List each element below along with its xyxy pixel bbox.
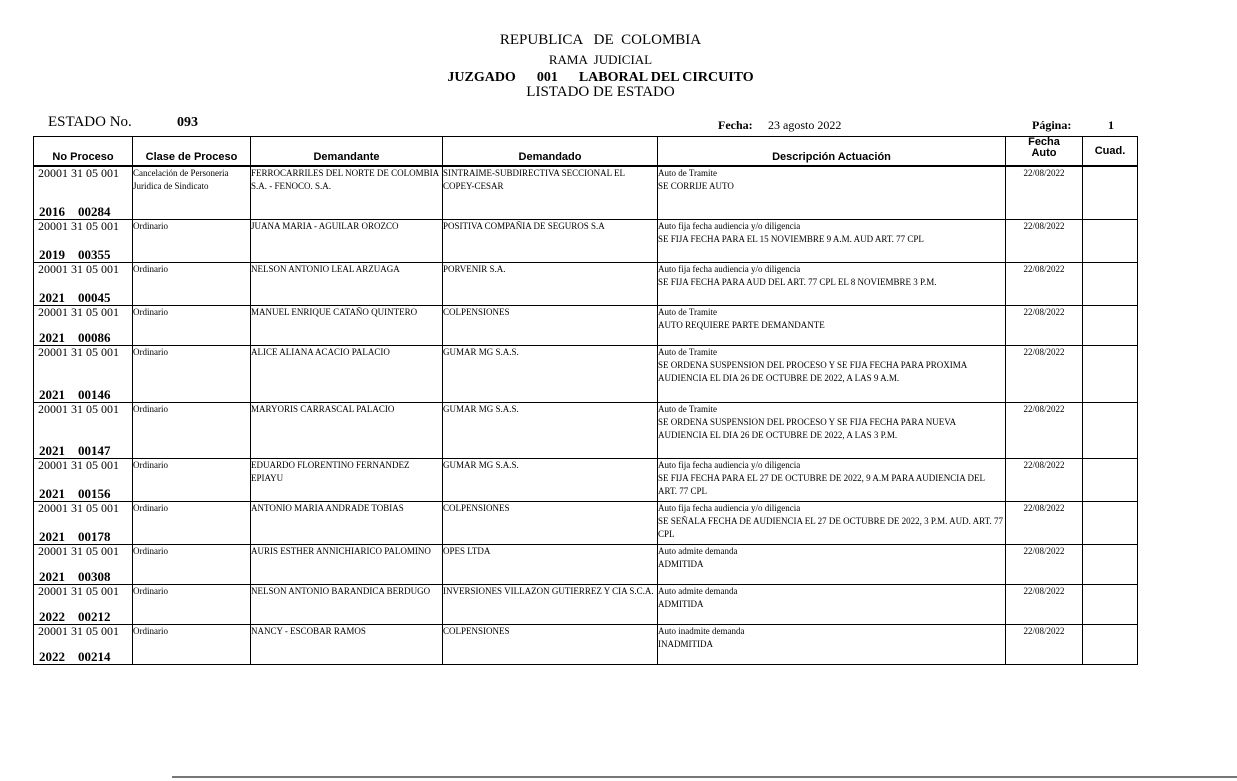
proceso-code: 20001 31 05 001: [38, 218, 119, 233]
proceso-year-number: 2021 00156: [39, 485, 111, 501]
page-bottom-divider: [172, 776, 1237, 778]
table-row: [34, 166, 1138, 219]
cell-descripcion: [658, 166, 1006, 219]
proceso-year-number: 2021 00178: [39, 528, 111, 544]
cell-no-proceso: [34, 305, 133, 345]
cell-demandado: COLPENSIONES: [443, 501, 658, 544]
cell-fecha-auto: 22/08/2022: [1006, 166, 1083, 219]
cell-demandante: JUANA MARIA - AGUILAR OROZCO: [251, 219, 443, 262]
fecha-label: Fecha:: [718, 118, 753, 132]
proceso-code: 20001 31 05 001: [38, 543, 119, 558]
proceso-year-number: 2022 00214: [39, 648, 111, 664]
cell-no-proceso: [34, 345, 133, 402]
cell-clase: Ordinario: [133, 262, 251, 305]
cell-demandante: MARYORIS CARRASCAL PALACIO: [251, 402, 443, 458]
table-row: [34, 624, 1138, 664]
pagina-value: 1: [1108, 118, 1114, 132]
proceso-year-number: 2019 00355: [39, 246, 111, 262]
cell-demandante: NANCY - ESCOBAR RAMOS: [251, 624, 443, 664]
cell-demandante: MANUEL ENRIQUE CATAÑO QUINTERO: [251, 305, 443, 345]
descripcion-title: Auto de Tramite: [658, 306, 718, 317]
cell-demandante: NELSON ANTONIO BARANDICA BERDUGO: [251, 584, 443, 624]
cell-descripcion: [658, 262, 1006, 305]
cell-cuad: [1083, 262, 1138, 305]
descripcion-body: SE CORRIJE AUTO: [658, 181, 734, 191]
descripcion-title: Auto de Tramite: [658, 403, 718, 414]
cell-no-proceso: [34, 544, 133, 584]
proceso-year-number: 2022 00212: [39, 608, 111, 624]
cell-fecha-auto: 22/08/2022: [1006, 402, 1083, 458]
cell-demandante: ANTONIO MARIA ANDRADE TOBIAS: [251, 501, 443, 544]
fecha-value: 23 agosto 2022: [768, 118, 842, 132]
cell-cuad: [1083, 584, 1138, 624]
cell-no-proceso: [34, 458, 133, 501]
cell-cuad: [1083, 219, 1138, 262]
cell-fecha-auto: 22/08/2022: [1006, 624, 1083, 664]
cell-fecha-auto: 22/08/2022: [1006, 305, 1083, 345]
cell-no-proceso: [34, 262, 133, 305]
proceso-code: 20001 31 05 001: [38, 344, 119, 359]
cell-descripcion: [658, 624, 1006, 664]
proceso-code: 20001 31 05 001: [38, 457, 119, 472]
cell-cuad: [1083, 345, 1138, 402]
cell-demandado: COLPENSIONES: [443, 624, 658, 664]
table-row: [34, 402, 1138, 458]
descripcion-body: SE ORDENA SUSPENSION DEL PROCESO Y SE FIJA FECHA PARA NUEVA AUDIENCIA EL DIA 26 DE OCTUBRE DE 2022, A LAS 3 P.M.: [658, 416, 956, 440]
proceso-code: 20001 31 05 001: [38, 500, 119, 515]
table-row: [34, 458, 1138, 501]
cell-demandado: POSITIVA COMPAÑIA DE SEGUROS S.A: [443, 219, 658, 262]
col-header-clase: Clase de Proceso: [133, 137, 251, 167]
cell-cuad: [1083, 501, 1138, 544]
cell-clase: Ordinario: [133, 345, 251, 402]
cell-demandado: PORVENIR S.A.: [443, 262, 658, 305]
table-row: [34, 501, 1138, 544]
cell-no-proceso: [34, 219, 133, 262]
col-header-fecha-auto: Fecha Auto: [1006, 137, 1083, 167]
cell-cuad: [1083, 544, 1138, 584]
header-branch: RAMA JUDICIAL: [548, 52, 653, 67]
cell-fecha-auto: 22/08/2022: [1006, 584, 1083, 624]
cell-descripcion: [658, 402, 1006, 458]
col-header-demandado: Demandado: [443, 137, 658, 167]
cell-descripcion: [658, 458, 1006, 501]
descripcion-body: AUTO REQUIERE PARTE DEMANDANTE: [658, 319, 825, 330]
cell-clase: Cancelación de Personeria Juridica de Sindicato: [133, 166, 251, 219]
table-row: [34, 345, 1138, 402]
table-row: [34, 262, 1138, 305]
cell-clase: Ordinario: [133, 458, 251, 501]
cell-no-proceso: [34, 166, 133, 219]
table-row: [34, 584, 1138, 624]
col-header-cuad: Cuad.: [1083, 137, 1138, 167]
estado-table: [33, 136, 1138, 665]
proceso-code: 20001 31 05 001: [38, 583, 119, 598]
cell-demandado: GUMAR MG S.A.S.: [443, 345, 658, 402]
col-header-no-proceso: No Proceso: [34, 137, 133, 167]
descripcion-title: Auto admite demanda: [658, 585, 738, 596]
descripcion-body: SE ORDENA SUSPENSION DEL PROCESO Y SE FIJA FECHA PARA PROXIMA AUDIENCIA EL DIA 26 DE OCTUBRE DE 2022, A LAS 9 A.M.: [658, 359, 967, 383]
cell-fecha-auto: 22/08/2022: [1006, 544, 1083, 584]
proceso-year-number: 2016 00284: [39, 203, 111, 219]
descripcion-title: Auto de Tramite: [658, 168, 718, 178]
cell-demandado: INVERSIONES VILLAZON GUTIERREZ Y CIA S.C.A.: [443, 584, 658, 624]
descripcion-body: SE FIJA FECHA PARA AUD DEL ART. 77 CPL EL 8 NOVIEMBRE 3 P.M.: [658, 276, 937, 287]
proceso-code: 20001 31 05 001: [38, 623, 119, 638]
cell-demandante: EDUARDO FLORENTINO FERNANDEZ EPIAYU: [251, 458, 443, 501]
cell-cuad: [1083, 624, 1138, 664]
cell-clase: Ordinario: [133, 501, 251, 544]
cell-demandado: GUMAR MG S.A.S.: [443, 402, 658, 458]
cell-fecha-auto: 22/08/2022: [1006, 219, 1083, 262]
cell-demandante: FERROCARRILES DEL NORTE DE COLOMBIA S.A. - FENOCO. S.A.: [251, 166, 443, 219]
header-listing-title: LISTADO DE ESTADO: [526, 84, 675, 100]
cell-clase: Ordinario: [133, 402, 251, 458]
cell-descripcion: [658, 544, 1006, 584]
cell-fecha-auto: 22/08/2022: [1006, 501, 1083, 544]
cell-no-proceso: [34, 584, 133, 624]
cell-clase: Ordinario: [133, 584, 251, 624]
header-court: JUZGADO 001 LABORAL DEL CIRCUITO: [447, 70, 754, 85]
proceso-year-number: 2021 00308: [39, 568, 111, 584]
estado-number: 093: [177, 115, 198, 130]
cell-descripcion: [658, 584, 1006, 624]
cell-demandado: SINTRAIME-SUBDIRECTIVA SECCIONAL EL COPEY-CESAR: [443, 166, 658, 219]
cell-demandante: NELSON ANTONIO LEAL ARZUAGA: [251, 262, 443, 305]
proceso-code: 20001 31 05 001: [38, 304, 119, 319]
descripcion-body: INADMITIDA: [658, 638, 713, 649]
table-row: [34, 305, 1138, 345]
cell-no-proceso: [34, 624, 133, 664]
col-header-descripcion: Descripción Actuación: [658, 137, 1006, 167]
cell-clase: Ordinario: [133, 219, 251, 262]
cell-cuad: [1083, 458, 1138, 501]
cell-descripcion: [658, 305, 1006, 345]
cell-demandado: OPES LTDA: [443, 544, 658, 584]
col-header-demandante: Demandante: [251, 137, 443, 167]
descripcion-body: SE FIJA FECHA PARA EL 15 NOVIEMBRE 9 A.M. AUD ART. 77 CPL: [658, 233, 924, 244]
descripcion-body: ADMITIDA: [658, 598, 704, 609]
proceso-code: 20001 31 05 001: [38, 166, 119, 180]
header-country: REPUBLICA DE COLOMBIA: [499, 32, 702, 48]
cell-demandante: AURIS ESTHER ANNICHIARICO PALOMINO: [251, 544, 443, 584]
cell-descripcion: [658, 219, 1006, 262]
cell-cuad: [1083, 166, 1138, 219]
descripcion-title: Auto inadmite demanda: [658, 625, 745, 636]
table-row: [34, 544, 1138, 584]
descripcion-title: Auto admite demanda: [658, 545, 738, 556]
cell-no-proceso: [34, 501, 133, 544]
proceso-year-number: 2021 00045: [39, 289, 111, 305]
cell-fecha-auto: 22/08/2022: [1006, 458, 1083, 501]
cell-fecha-auto: 22/08/2022: [1006, 262, 1083, 305]
descripcion-title: Auto fija fecha audiencia y/o diligencia: [658, 263, 801, 274]
cell-clase: Ordinario: [133, 624, 251, 664]
cell-demandado: COLPENSIONES: [443, 305, 658, 345]
table-row: [34, 219, 1138, 262]
cell-demandado: GUMAR MG S.A.S.: [443, 458, 658, 501]
table-header-row: [34, 137, 1138, 167]
cell-cuad: [1083, 305, 1138, 345]
cell-descripcion: [658, 501, 1006, 544]
pagina-label: Página:: [1032, 118, 1072, 132]
descripcion-title: Auto fija fecha audiencia y/o diligencia: [658, 502, 801, 513]
proceso-year-number: 2021 00086: [39, 329, 111, 345]
estado-label: ESTADO No.: [48, 114, 132, 130]
cell-clase: Ordinario: [133, 544, 251, 584]
cell-no-proceso: [34, 402, 133, 458]
cell-descripcion: [658, 345, 1006, 402]
cell-cuad: [1083, 402, 1138, 458]
cell-demandante: ALICE ALIANA ACACIO PALACIO: [251, 345, 443, 402]
descripcion-title: Auto fija fecha audiencia y/o diligencia: [658, 459, 801, 470]
descripcion-body: ADMITIDA: [658, 558, 704, 569]
proceso-year-number: 2021 00147: [39, 442, 111, 458]
proceso-year-number: 2021 00146: [39, 386, 111, 402]
descripcion-body: SE SEÑALA FECHA DE AUDIENCIA EL 27 DE OCTUBRE DE 2022, 3 P.M. AUD. ART. 77 CPL: [658, 515, 1003, 539]
cell-fecha-auto: 22/08/2022: [1006, 345, 1083, 402]
cell-clase: Ordinario: [133, 305, 251, 345]
descripcion-title: Auto fija fecha audiencia y/o diligencia: [658, 220, 801, 231]
descripcion-title: Auto de Tramite: [658, 346, 718, 357]
proceso-code: 20001 31 05 001: [38, 261, 119, 276]
descripcion-body: SE FIJA FECHA PARA EL 27 DE OCTUBRE DE 2022, 9 A.M PARA AUDIENCIA DEL ART. 77 CPL: [658, 472, 985, 496]
proceso-code: 20001 31 05 001: [38, 401, 119, 416]
